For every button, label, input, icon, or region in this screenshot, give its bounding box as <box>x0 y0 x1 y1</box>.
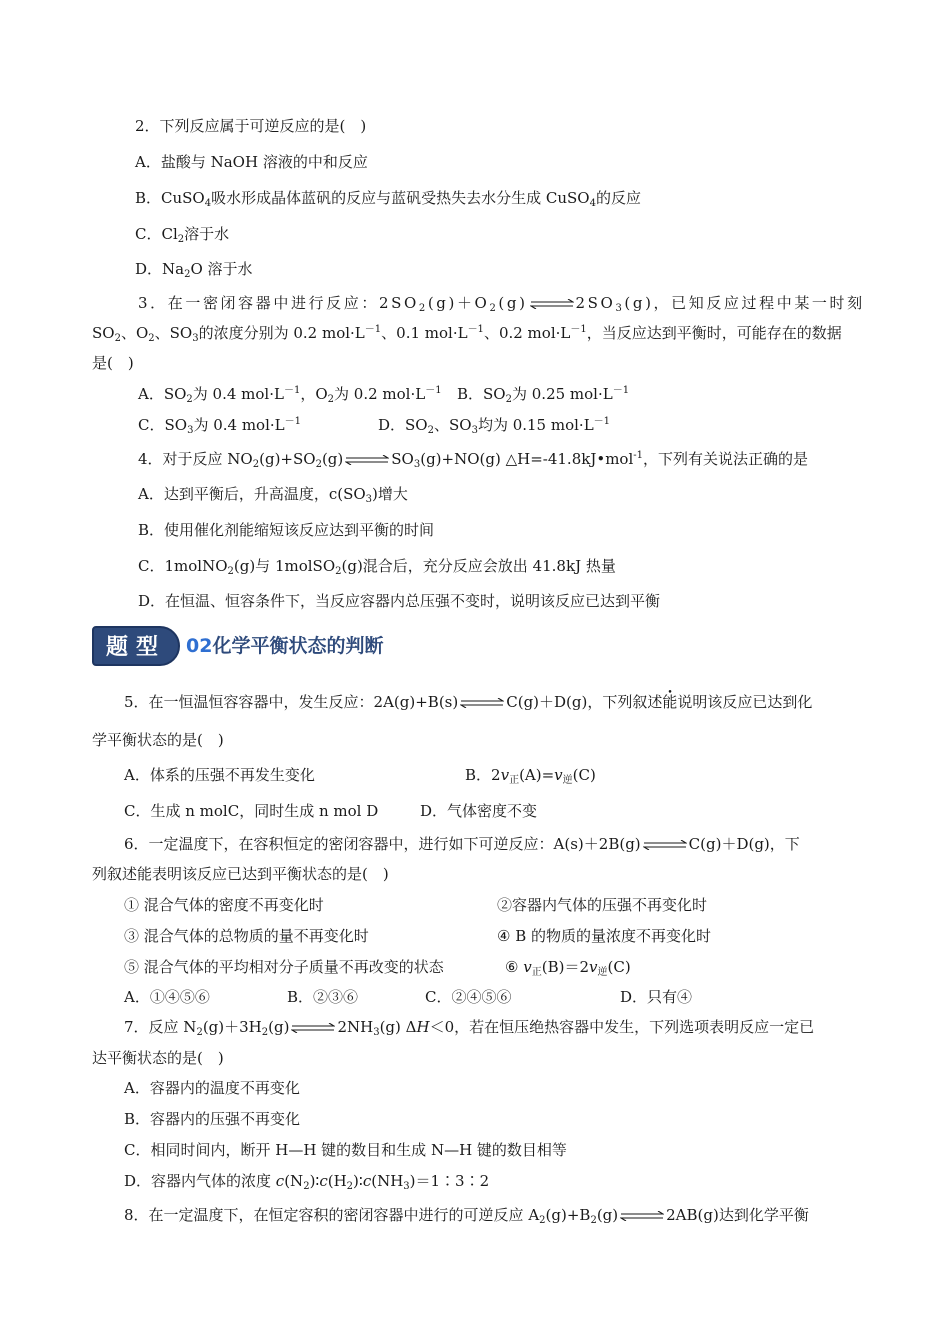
reversible-arrow-icon <box>530 299 574 309</box>
section-banner <box>92 626 492 666</box>
q3-option-a: A．$SO_2$为 0.4 $mol\cdot L^{-1}$，$O_2$为 0.2 $mol\cdot L^{-1}$ <box>138 385 442 405</box>
q4-option-a: A．达到平衡后，升高温度，$c(SO_3)$增大 <box>138 485 408 505</box>
q2-option-d: D．$Na_2O$ 溶于水 <box>135 260 253 280</box>
q2-option-b: B．CuSO$_4$吸水形成晶体蓝矾的反应与蓝矾受热失去水分生成 CuSO$_4$的反应 <box>135 189 641 209</box>
q6-stem-line2: 列叙述能表明该反应已达到平衡状态的是( ) <box>92 865 389 883</box>
q5-option-a: A．体系的压强不再发生变化 <box>124 766 315 784</box>
q7-stem: 7．反应 $N_2(g)+3H_2(g)$ $2NH_3(g)$ ΔH＜0，若在恒压绝热容器中发生，下列选项表明反应一定已 <box>124 1018 815 1038</box>
q3-option-b: B．$SO_2$为 0.25 $mol\cdot L^{-1}$ <box>457 385 630 405</box>
q5-option-c: C．生成 n molC，同时生成 n mol D <box>124 802 379 820</box>
q3-option-d: D．$SO_2$、$SO_3$均为 0.15 $mol\cdot L^{-1}$ <box>378 416 611 436</box>
q8-stem: 8．在一定温度下，在恒定容积的密闭容器中进行的可逆反应 $A_2(g)+B_2(g)$ 2AB(g)达到化学平衡 <box>124 1206 809 1226</box>
q6-option-c: C．②④⑤⑥ <box>425 988 512 1006</box>
reversible-arrow-icon <box>460 698 504 708</box>
q6-item-1: ① 混合气体的密度不再变化时 <box>124 896 324 914</box>
q2-stem: 2．下列反应属于可逆反应的是( ) <box>135 117 367 135</box>
q5-stem-line2: 学平衡状态的是( ) <box>92 731 224 749</box>
reversible-arrow-icon <box>291 1023 335 1033</box>
q6-item-4: ④ B 的物质的量浓度不再变化时 <box>497 927 712 945</box>
q6-option-d: D．只有④ <box>620 988 693 1006</box>
q5-option-d: D．气体密度不变 <box>420 802 538 820</box>
q4-option-b: B．使用催化剂能缩短该反应达到平衡的时间 <box>138 521 435 539</box>
reversible-arrow-icon <box>620 1211 664 1221</box>
q4-stem: 4．对于反应 $NO_2(g)+SO_2(g)$ $SO_3(g)+NO(g)$ △H=-41.8kJ•mol$^{-1}$，下列有关说法正确的是 <box>138 450 809 470</box>
q7-option-a: A．容器内的温度不再变化 <box>124 1079 300 1097</box>
section-title: 02化学平衡状态的判断 <box>186 635 384 657</box>
section-badge: 题型 <box>92 626 180 666</box>
q7-option-b: B．容器内的压强不再变化 <box>124 1110 301 1128</box>
q5-stem: 5．在一恒温恒容容器中，发生反应：2A(g)+B(s) C(g)＋D(g)，下列叙述能说明该反应已达到化 <box>124 693 813 711</box>
q3-option-c: C．$SO_3$为 0.4 $mol\cdot L^{-1}$ <box>138 416 301 436</box>
q6-item-6: ⑥ $v_正(B)=2v_逆(C)$ <box>505 958 631 978</box>
q6-item-5: ⑤ 混合气体的平均相对分子质量不再改变的状态 <box>124 958 444 976</box>
q6-option-a: A．①④⑤⑥ <box>124 988 210 1006</box>
q2-option-a: A．盐酸与 NaOH 溶液的中和反应 <box>135 153 368 171</box>
q7-option-c: C．相同时间内，断开 H—H 键的数目和生成 N—H 键的数目相等 <box>124 1141 567 1159</box>
q4-option-d: D．在恒温、恒容条件下，当反应容器内总压强不变时，说明该反应已达到平衡 <box>138 592 661 610</box>
q2-option-c: C．$Cl_2$溶于水 <box>135 225 230 245</box>
q7-stem-line2: 达平衡状态的是( ) <box>92 1049 224 1067</box>
q3-stem-line3: 是( ) <box>92 354 134 372</box>
q6-option-b: B．②③⑥ <box>287 988 359 1006</box>
reversible-arrow-icon <box>643 840 687 850</box>
q5-option-b: B．$2v_正(A)=v_逆(C)$ <box>465 766 596 786</box>
q6-item-2: ②容器内气体的压强不再变化时 <box>497 896 708 914</box>
q3-stem: 3．在一密闭容器中进行反应：$2SO_2(g)+O_2(g)$ $2SO_3(g)$，已知反应过程中某一时刻 <box>138 294 865 314</box>
q6-item-3: ③ 混合气体的总物质的量不再变化时 <box>124 927 369 945</box>
reversible-arrow-icon <box>345 455 389 465</box>
q3-stem-line2: $SO_2$、$O_2$、$SO_3$的浓度分别为 0.2 $mol\cdot L^{-1}$、0.1 $mol\cdot L^{-1}$、0.2 $mol\cdot L^{-1}$，当反应达到平衡时，可能存在的数据 <box>92 324 842 344</box>
q6-stem: 6．一定温度下，在容积恒定的密闭容器中，进行如下可逆反应：A(s)＋2B(g) C(g)＋D(g)，下 <box>124 835 800 853</box>
q7-option-d: D．容器内气体的浓度 $c(N_2)∶c(H_2)∶c(NH_3)=1∶3∶2$ <box>124 1172 490 1192</box>
q4-option-c: C．1molNO$_2$(g)与 1molSO$_2$(g)混合后，充分反应会放出 41.8kJ 热量 <box>138 557 616 577</box>
